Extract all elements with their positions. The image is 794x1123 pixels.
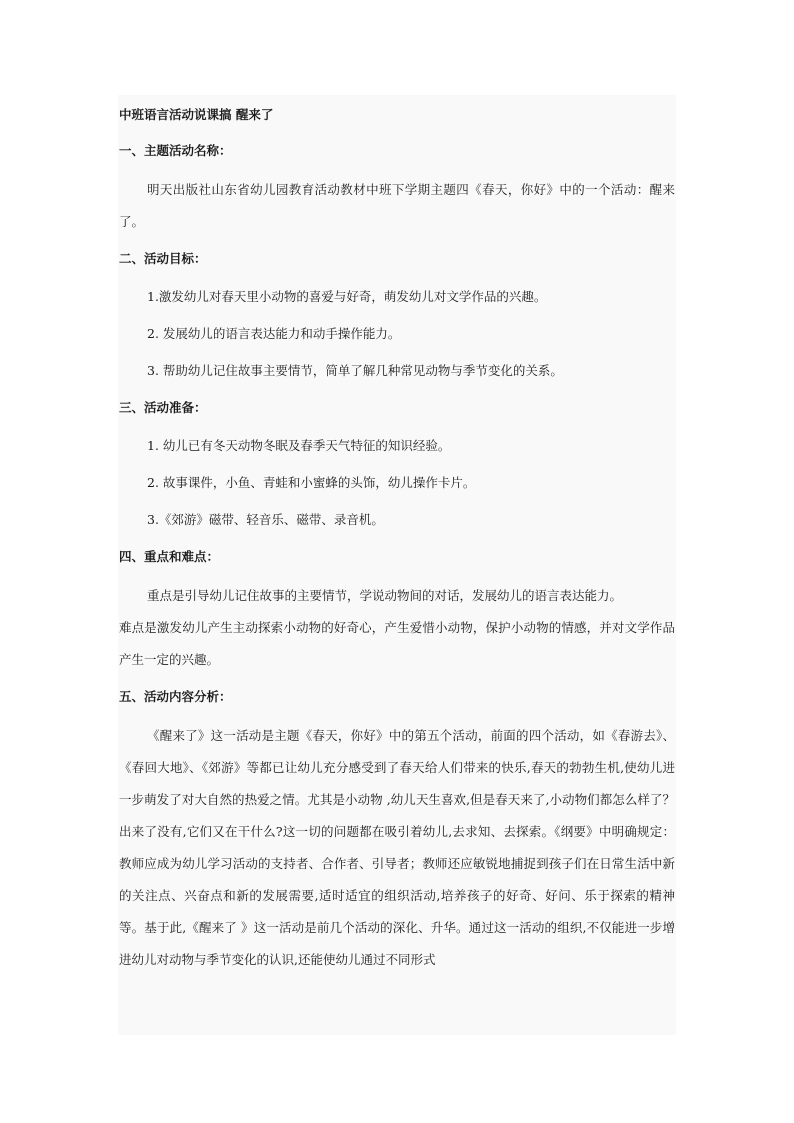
- goal-item-3: 3. 帮助幼儿记住故事主要情节，简单了解几种常见动物与季节变化的关系。: [147, 363, 563, 378]
- topic-name-paragraph: 明天出版社山东省幼儿园教育活动教材中班下学期主题四《春天，你好》中的一个活动：醒来了。: [119, 182, 675, 229]
- section-heading-preparation: 三、活动准备：: [119, 400, 207, 415]
- goal-item-2: 2. 发展幼儿的语言表达能力和动手操作能力。: [147, 326, 401, 341]
- difficulty-paragraph: 难点是激发幼儿产生主动探索小动物的好奇心，产生爱惜小动物，保护小动物的情感，并对文学作品产生一定的兴趣。: [119, 620, 675, 667]
- preparation-item-2: 2. 故事课件，小鱼、青蛙和小蜜蜂的头饰，幼儿操作卡片。: [147, 475, 476, 490]
- preparation-item-1: 1. 幼儿已有冬天动物冬眠及春季天气特征的知识经验。: [147, 438, 451, 453]
- preparation-item-3: 3.《郊游》磁带、轻音乐、磁带、录音机。: [147, 512, 384, 527]
- section-heading-content-analysis: 五、活动内容分析：: [119, 689, 232, 704]
- key-point-paragraph: 重点是引导幼儿记住故事的主要情节，学说动物间的对话，发展幼儿的语言表达能力。: [147, 588, 623, 603]
- section-heading-goals: 二、活动目标：: [119, 251, 207, 266]
- document-body: [119, 100, 675, 976]
- section-heading-key-points: 四、重点和难点：: [119, 549, 220, 564]
- document-title: 中班语言活动说课搞 醒来了: [119, 107, 274, 122]
- section-heading-topic-name: 一、主题活动名称：: [119, 143, 232, 158]
- content-analysis-paragraph: 《醒来了》这一活动是主题《春天，你好》中的第五个活动，前面的四个活动，如《春游去》、《春回大地》、《郊游》等都已让幼儿充分感受到了春天给人们带来的快乐,春天的勃勃生机,使幼儿进一步萌发了对大自然的热爱之情。尤其是小动物 ,幼儿天生喜欢,但是春天来了,小动物们都怎么样了？出来了没有,它们又在干什么?这一切的问题都在吸引着幼儿,去求知、去探索。《纲要》中明确规定：教师应成为幼儿学习活动的支持者、合作者、引导者；教师还应敏锐地捕捉到孩子们在日常生活中新的关注点、兴奋点和新的发展需要,适时适宜的组织活动,培养孩子的好奇、好问、乐于探索的精神等。基于此,《醒来了 》这一活动是前几个活动的深化、升华。通过这一活动的组织,不仅能进一步增进幼儿对动物与季节变化的认识,还能使幼儿通过不同形式: [119, 728, 675, 967]
- goal-item-1: 1.激发幼儿对春天里小动物的喜爱与好奇，萌发幼儿对文学作品的兴趣。: [147, 289, 547, 304]
